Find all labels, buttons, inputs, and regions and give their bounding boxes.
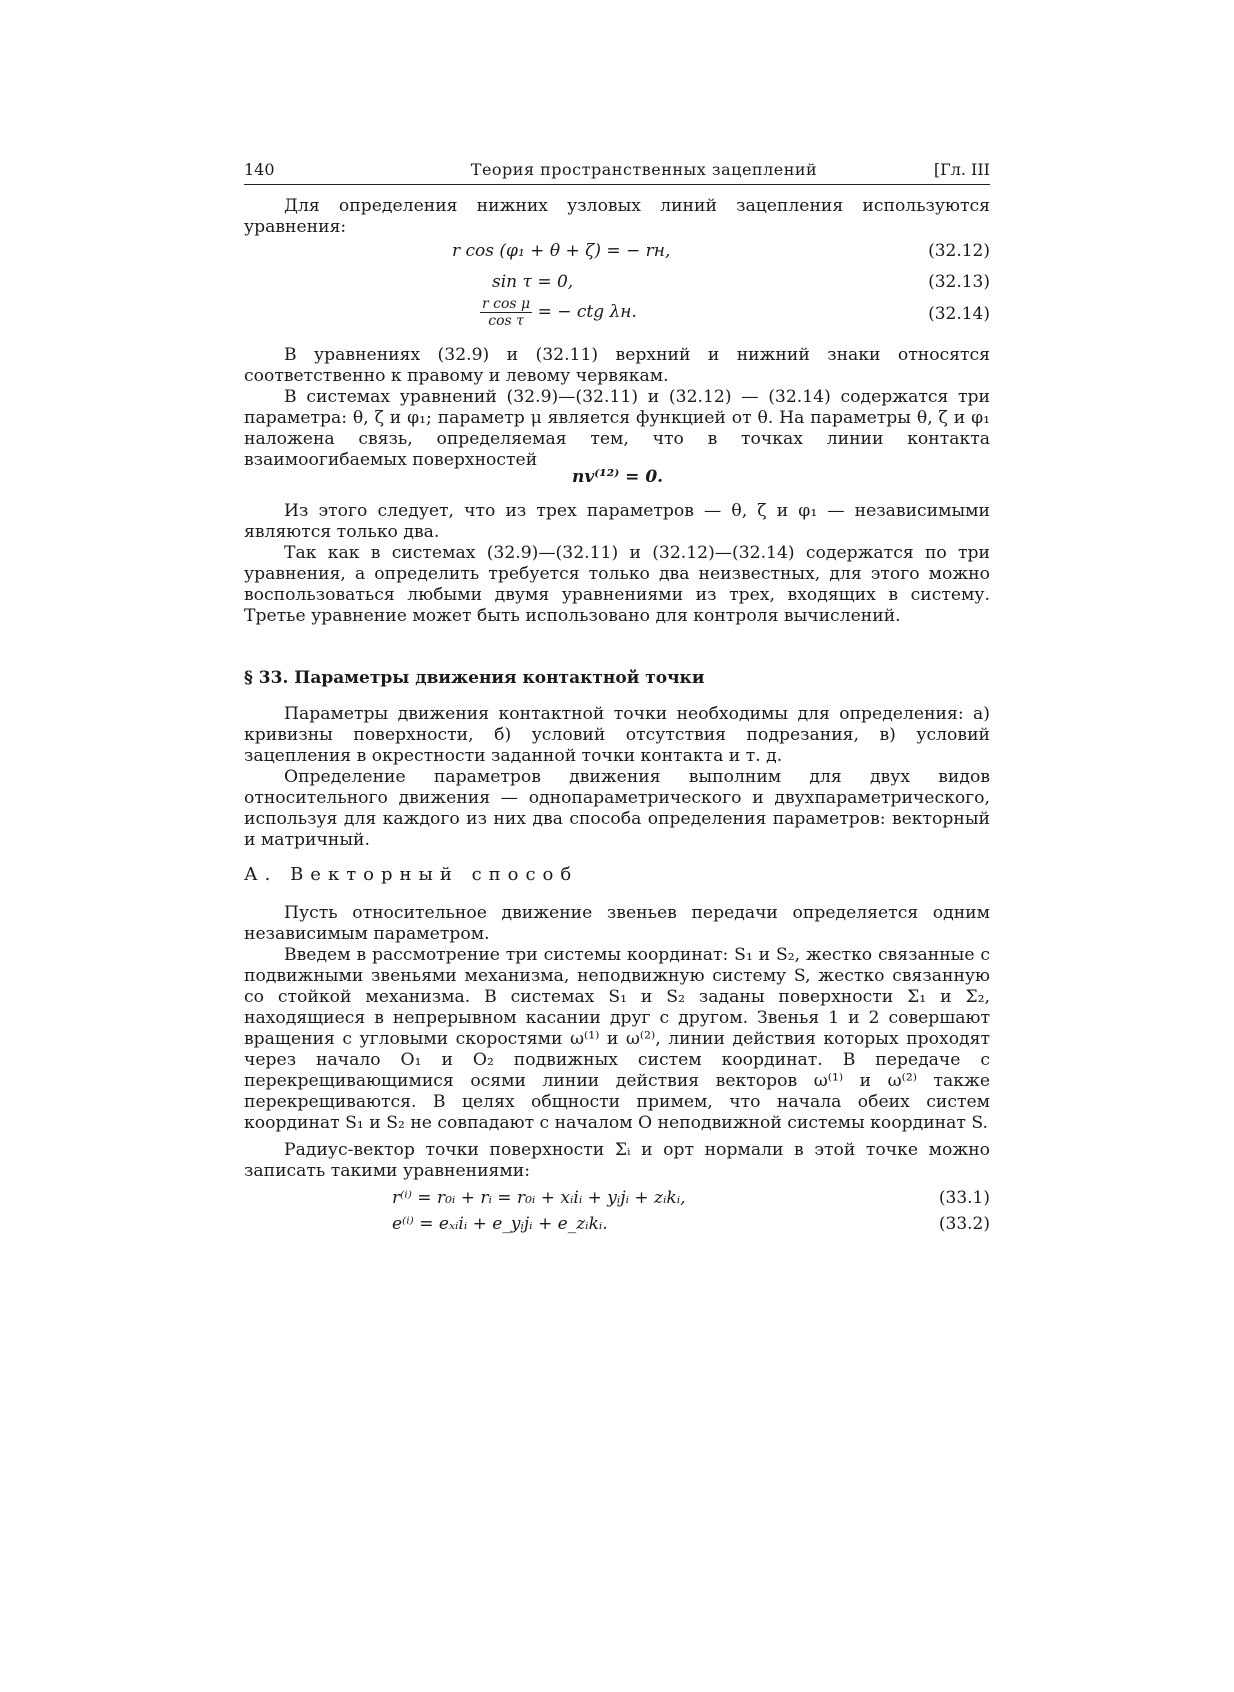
fraction: [480, 296, 532, 329]
paragraph-signs: В уравнениях (32.9) и (32.11) верхний и нижний знаки относятся соответственно к правому и левому червякам.: [244, 345, 990, 386]
equation-number-32-13: (32.13): [928, 272, 990, 292]
equation-number-33-1: (33.1): [938, 1188, 990, 1208]
paragraph-intro: Для определения нижних узловых линий зацепления используются уравнения:: [244, 196, 990, 237]
paragraph-systems: Так как в системах (32.9)—(32.11) и (32.12)—(32.14) содержатся по три уравнения, а определить требуется только два неизвестных, для этого можно воспользоваться любыми двумя уравнениями из трех, входящих в систему. Третье уравнение может быть использовано для контроля вычислений.: [244, 543, 990, 626]
running-header: [244, 160, 990, 185]
fraction-numerator: r cos μ: [482, 296, 531, 312]
paragraph-independent: Из этого следует, что из трех параметров — θ, ζ и φ₁ — независимыми являются только два.: [244, 501, 990, 542]
chapter-label: [Гл. III: [933, 160, 990, 179]
running-title: Теория пространственных зацеплений: [470, 160, 818, 179]
page-number: 140: [244, 160, 275, 179]
equation-number-33-2: (33.2): [938, 1214, 990, 1234]
equation-number-32-14: (32.14): [928, 304, 990, 324]
equation-33-2: e⁽ⁱ⁾ = eₓᵢiᵢ + e_yᵢjᵢ + e_zᵢkᵢ.: [392, 1214, 608, 1234]
paragraph-relative-motion: Пусть относительное движение звеньев передачи определяется одним независимым параметром.: [244, 903, 990, 944]
paragraph-parameters: В системах уравнений (32.9)—(32.11) и (32.12) — (32.14) содержатся три параметра: θ, ζ и φ₁; параметр μ является функцией от θ. На параметры θ, ζ и φ₁ наложена связь, определяемая тем, что в точках линии контакта взаимоогибаемых поверхностей: [244, 387, 990, 470]
fraction-denominator: cos τ: [488, 313, 524, 329]
equation-nv: nv⁽¹²⁾ = 0.: [572, 467, 664, 487]
equation-number-32-12: (32.12): [928, 241, 990, 261]
paragraph-definition: Определение параметров движения выполним для двух видов относительного движения — однопараметрического и двухпараметрического, используя для каждого из них два способа определения параметров: векторный и матричный.: [244, 767, 990, 850]
paragraph-motion-params: Параметры движения контактной точки необходимы для определения: а) кривизны поверхности, б) условий отсутствия подрезания, в) условий зацепления в окрестности заданной точки контакта и т. д.: [244, 704, 990, 766]
paragraph-radius-vector: Радиус-вектор точки поверхности Σᵢ и орт нормали в этой точке можно записать такими уравнениями:: [244, 1140, 990, 1181]
equation-32-14: [480, 296, 637, 329]
subsection-heading: А. Векторный способ: [244, 864, 579, 885]
section-heading: § 33. Параметры движения контактной точки: [244, 668, 705, 688]
equation-33-1: r⁽ⁱ⁾ = r₀ᵢ + rᵢ = r₀ᵢ + xᵢiᵢ + yᵢjᵢ + zᵢkᵢ,: [392, 1188, 686, 1208]
equation-32-13: sin τ = 0,: [492, 272, 574, 292]
equation-32-12: r cos (φ₁ + θ + ζ) = − rн,: [452, 241, 671, 261]
equation-rhs: = − ctg λн.: [537, 302, 637, 322]
paragraph-coordinate-systems: Введем в рассмотрение три системы координат: S₁ и S₂, жестко связанные с подвижными звеньями механизма, неподвижную систему S, жестко связанную со стойкой механизма. В системах S₁ и S₂ заданы поверхности Σ₁ и Σ₂, находящиеся в непрерывном касании друг с другом. Звенья 1 и 2 совершают вращения с угловыми скоростями ω⁽¹⁾ и ω⁽²⁾, линии действия которых проходят через начало O₁ и O₂ подвижных систем координат. В передаче с перекрещивающимися осями линии действия векторов ω⁽¹⁾ и ω⁽²⁾ также перекрещиваются. В целях общности примем, что начала обеих систем координат S₁ и S₂ не совпадают с началом O неподвижной системы координат S.: [244, 945, 990, 1133]
